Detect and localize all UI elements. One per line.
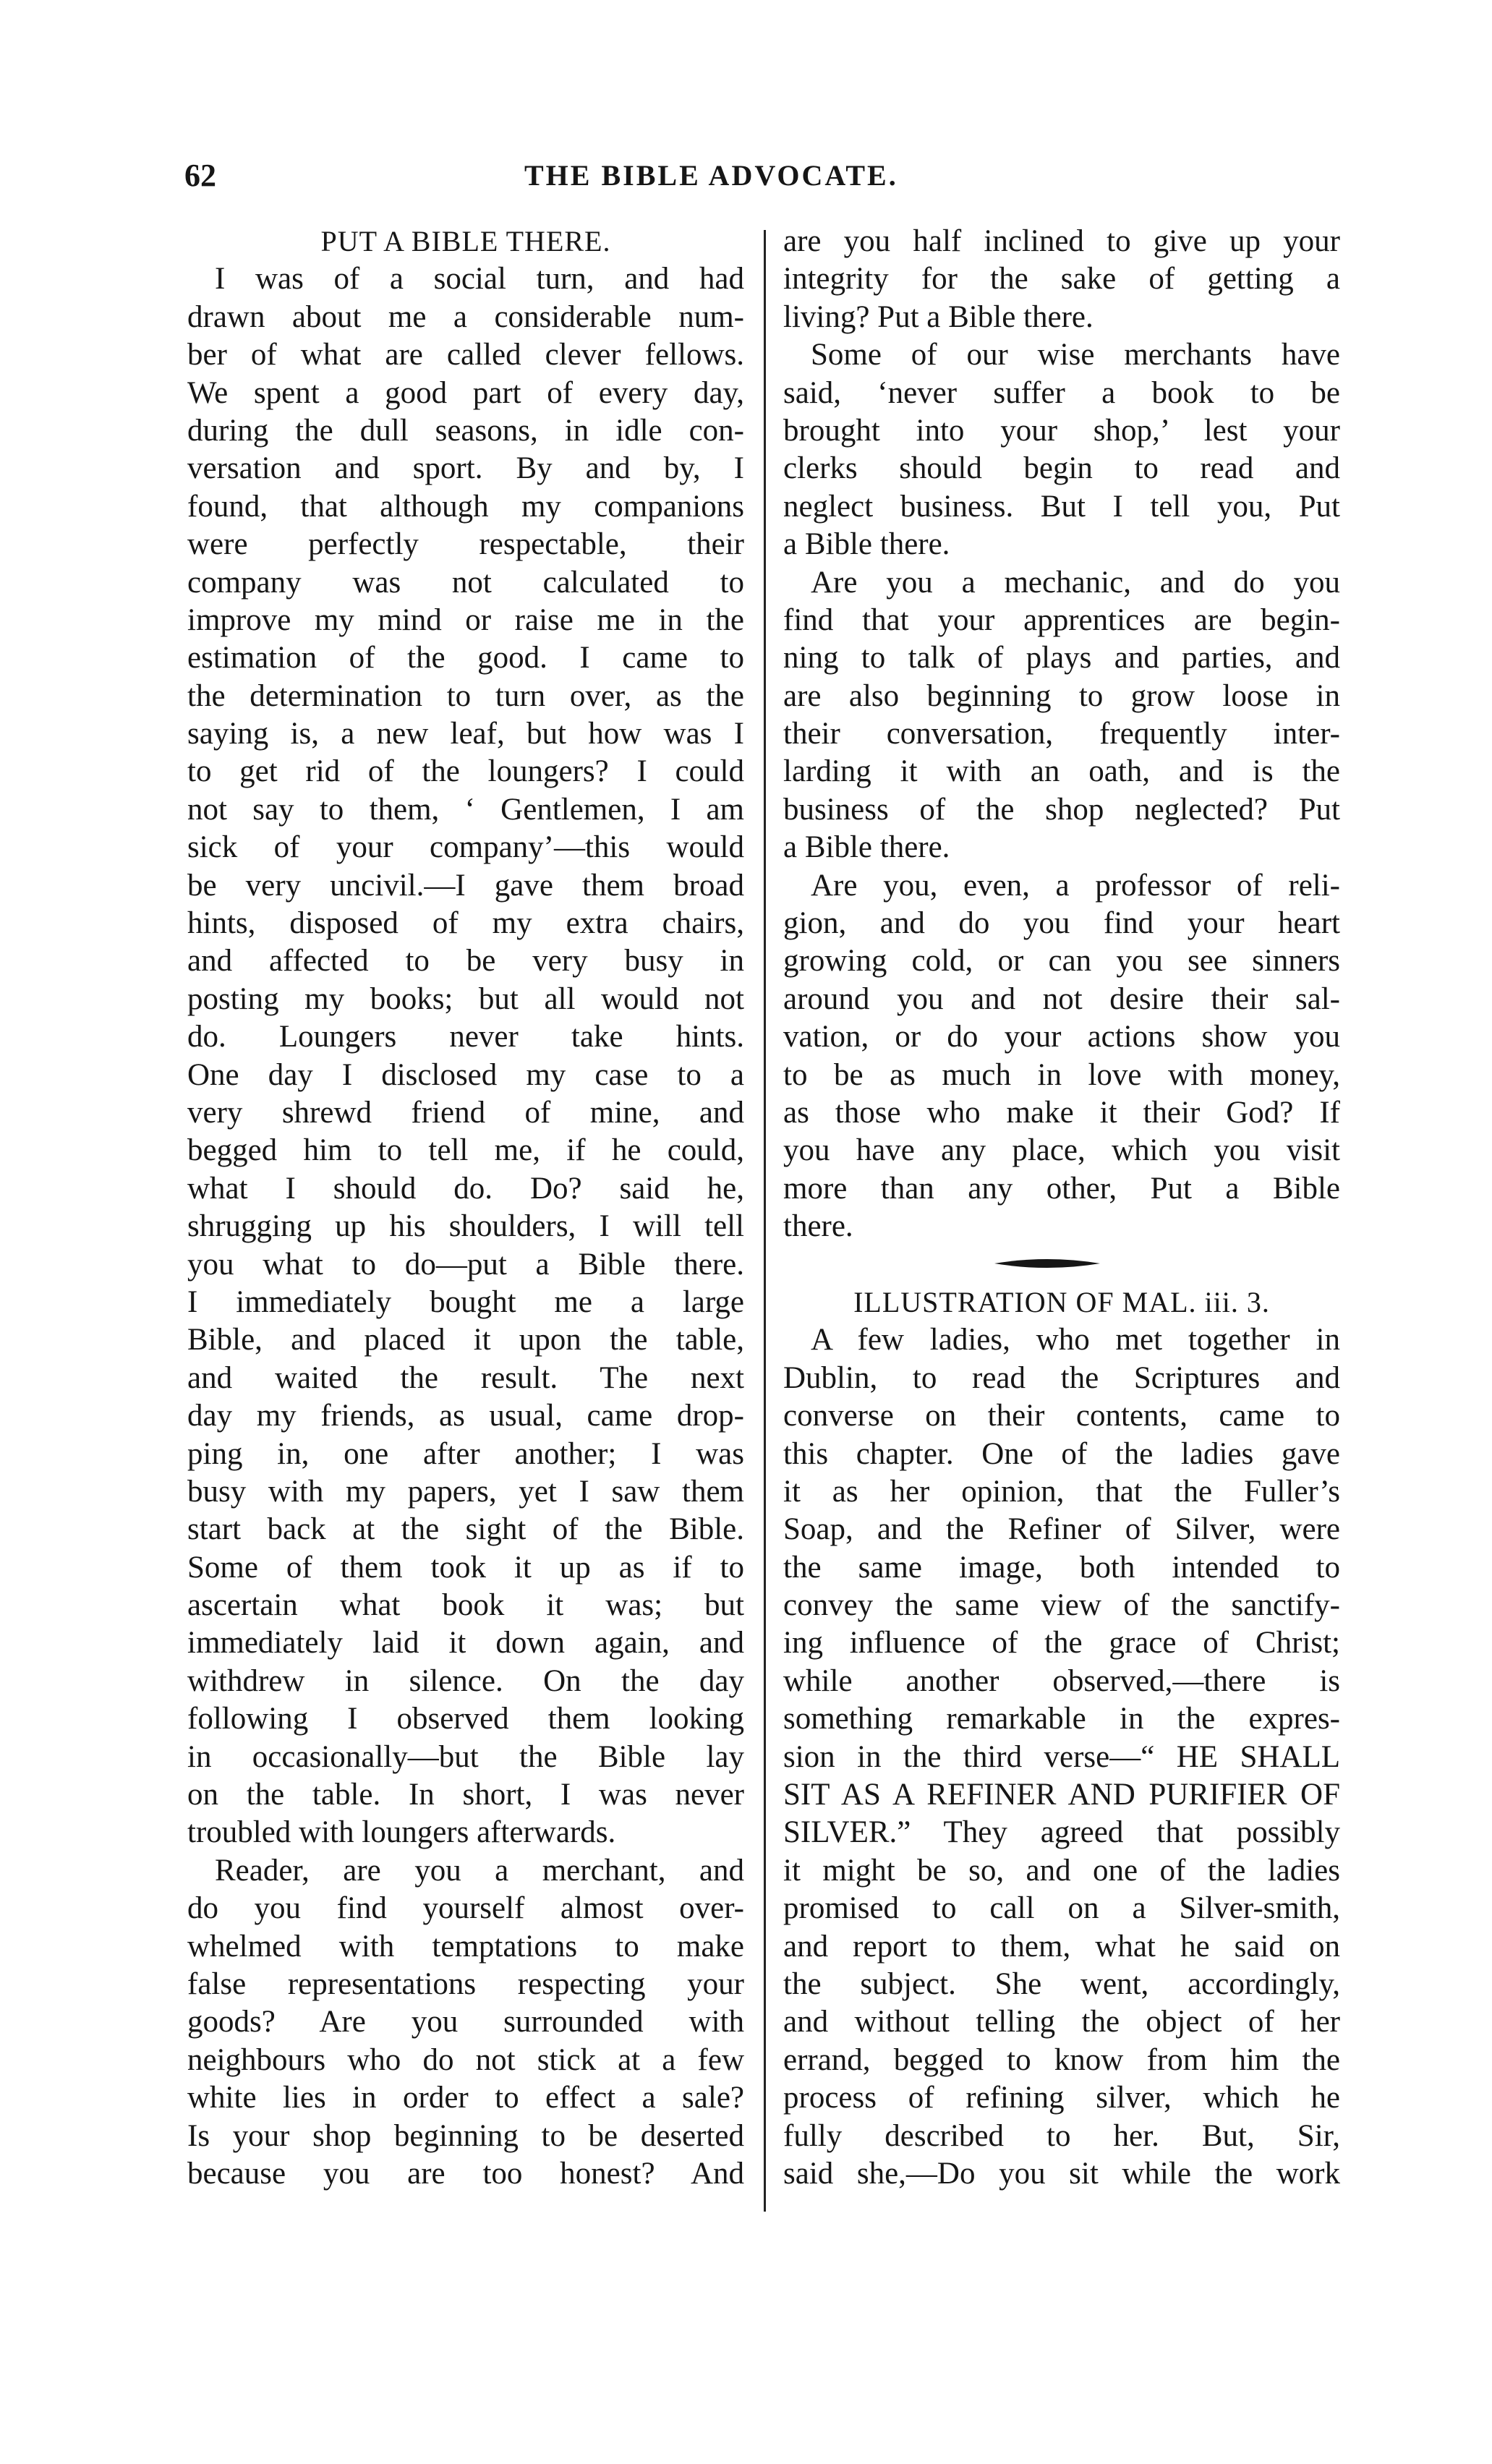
text-line: said she,—Do you sit while the work <box>783 2156 1340 2191</box>
text-line: were perfectly respectable, their <box>187 527 744 562</box>
text-line: start back at the sight of the Bible. <box>187 1512 744 1547</box>
text-line: larding it with an oath, and is the <box>783 754 1340 789</box>
text-line: because you are too honest? And <box>187 2156 744 2191</box>
text-line: growing cold, or can you see sinners <box>783 944 1340 979</box>
text-line: what I should do. Do? said he, <box>187 1171 744 1206</box>
text-line: begged him to tell me, if he could, <box>187 1133 744 1168</box>
text-line: Is your shop beginning to be deserted <box>187 2118 744 2153</box>
text-line: business of the shop neglected? Put <box>783 792 1340 827</box>
text-line: Bible, and placed it upon the table, <box>187 1323 744 1357</box>
text-line: ber of what are called clever fellows. <box>187 338 744 372</box>
text-line: you what to do—put a Bible there. <box>187 1247 744 1282</box>
left-column <box>187 223 744 2193</box>
section-divider-ornament <box>783 1246 1340 1284</box>
text-line: ing influence of the grace of Christ; <box>783 1626 1340 1661</box>
text-line: sion in the third verse—“ HE SHALL <box>783 1739 1340 1774</box>
text-line: drawn about me a considerable num- <box>187 299 744 334</box>
text-line: I was of a social turn, and had <box>215 262 744 297</box>
text-line: troubled with loungers afterwards. <box>187 1815 616 1850</box>
text-line: the determination to turn over, as the <box>187 678 744 713</box>
text-line: Some of them took it up as if to <box>187 1550 744 1585</box>
column-divider <box>764 230 766 2212</box>
text-line: converse on their contents, came to <box>783 1399 1340 1433</box>
text-line: to get rid of the loungers? I could <box>187 754 744 789</box>
text-line: during the dull seasons, in idle con- <box>187 413 744 448</box>
page-header <box>184 154 1349 197</box>
text-line: and affected to be very busy in <box>187 944 744 979</box>
text-line: vation, or do your actions show you <box>783 1020 1340 1054</box>
text-line: a Bible there. <box>783 527 950 562</box>
text-line: estimation of the good. I came to <box>187 641 744 675</box>
text-line: around you and not desire their sal- <box>783 981 1340 1016</box>
text-line: whelmed with temptations to make <box>187 1929 744 1964</box>
text-line: find that your apprentices are begin- <box>783 602 1340 637</box>
text-line: hints, disposed of my extra chairs, <box>187 906 744 941</box>
text-line: while another observed,—there is <box>783 1663 1340 1698</box>
page-number: 62 <box>184 158 216 193</box>
text-line: SILVER.” They agreed that possibly <box>783 1815 1340 1850</box>
text-line: there. <box>783 1209 853 1244</box>
text-line: following I observed them looking <box>187 1702 744 1736</box>
text-line: not say to them, ‘ Gentlemen, I am <box>187 792 744 827</box>
text-line: clerks should begin to read and <box>783 451 1340 486</box>
text-line: goods? Are you surrounded with <box>187 2005 744 2039</box>
text-line: it might be so, and one of the ladies <box>783 1853 1340 1888</box>
text-line: on the table. In short, I was never <box>187 1778 744 1812</box>
text-line: are also beginning to grow loose in <box>783 678 1340 713</box>
section-title: PUT A BIBLE THERE. <box>320 225 611 257</box>
text-line: do you find yourself almost over- <box>187 1891 744 1926</box>
text-line: living? Put a Bible there. <box>783 299 1094 334</box>
text-line: ping in, one after another; I was <box>187 1436 744 1471</box>
text-line: I immediately bought me a large <box>187 1284 744 1319</box>
text-line: versation and sport. By and by, I <box>187 451 744 486</box>
text-line: busy with my papers, yet I saw them <box>187 1474 744 1509</box>
text-line: are you half inclined to give up your <box>783 224 1340 258</box>
text-line: neighbours who do not stick at a few <box>187 2042 744 2077</box>
text-line: Are you a mechanic, and do you <box>811 565 1340 600</box>
text-line: in occasionally—but the Bible lay <box>187 1739 744 1774</box>
text-line: very shrewd friend of mine, and <box>187 1095 744 1130</box>
text-line: SIT AS A REFINER AND PURIFIER OF <box>783 1778 1340 1812</box>
text-line: shrugging up his shoulders, I will tell <box>187 1209 744 1244</box>
text-line: this chapter. One of the ladies gave <box>783 1436 1340 1471</box>
text-line: One day I disclosed my case to a <box>187 1057 744 1092</box>
text-line: ning to talk of plays and parties, and <box>783 641 1340 675</box>
text-line: be very uncivil.—I gave them broad <box>187 868 744 903</box>
text-line: improve my mind or raise me in the <box>187 602 744 637</box>
text-line: Soap, and the Refiner of Silver, were <box>783 1512 1340 1547</box>
text-line: promised to call on a Silver-smith, <box>783 1891 1340 1926</box>
text-line: fully described to her. But, Sir, <box>783 2118 1340 2153</box>
text-line: brought into your shop,’ lest your <box>783 413 1340 448</box>
text-line: as those who make it their God? If <box>783 1095 1340 1130</box>
text-line: and report to them, what he said on <box>783 1929 1340 1964</box>
text-line: false representations respecting your <box>187 1966 744 2001</box>
text-line: We spent a good part of every day, <box>187 375 744 410</box>
text-line: integrity for the sake of getting a <box>783 262 1340 297</box>
text-line: the subject. She went, accordingly, <box>783 1966 1340 2001</box>
text-line: Are you, even, a professor of reli- <box>811 868 1340 903</box>
text-line: white lies in order to effect a sale? <box>187 2081 744 2115</box>
text-line: convey the same view of the sanctify- <box>783 1588 1340 1623</box>
text-line: process of refining silver, which he <box>783 2081 1340 2115</box>
text-line: sick of your company’—this would <box>187 830 744 865</box>
text-line: you have any place, which you visit <box>783 1133 1340 1168</box>
text-line: to be as much in love with money, <box>783 1057 1340 1092</box>
text-line: it as her opinion, that the Fuller’s <box>783 1474 1340 1509</box>
text-line: more than any other, Put a Bible <box>783 1171 1340 1206</box>
text-line: company was not calculated to <box>187 565 744 600</box>
text-line: and without telling the object of her <box>783 2005 1340 2039</box>
text-line: Some of our wise merchants have <box>811 338 1340 372</box>
text-line: said, ‘never suffer a book to be <box>783 375 1340 410</box>
text-line: gion, and do you find your heart <box>783 906 1340 941</box>
text-line: withdrew in silence. On the day <box>187 1663 744 1698</box>
text-line: Reader, are you a merchant, and <box>215 1853 744 1888</box>
text-line: their conversation, frequently inter- <box>783 717 1340 751</box>
text-line: Dublin, to read the Scriptures and <box>783 1360 1340 1395</box>
text-line: immediately laid it down again, and <box>187 1626 744 1661</box>
text-line: ascertain what book it was; but <box>187 1588 744 1623</box>
text-line: do. Loungers never take hints. <box>187 1020 744 1054</box>
running-title: THE BIBLE ADVOCATE. <box>524 159 898 192</box>
text-line: the same image, both intended to <box>783 1550 1340 1585</box>
text-line: and waited the result. The next <box>187 1360 744 1395</box>
text-line: posting my books; but all would not <box>187 981 744 1016</box>
text-line: found, that although my companions <box>187 489 744 524</box>
text-line: neglect business. But I tell you, Put <box>783 489 1340 524</box>
text-line: day my friends, as usual, came drop- <box>187 1399 744 1433</box>
text-line: saying is, a new leaf, but how was I <box>187 717 744 751</box>
section-title: ILLUSTRATION OF MAL. iii. 3. <box>853 1285 1270 1318</box>
text-line: A few ladies, who met together in <box>811 1323 1340 1357</box>
right-column <box>783 223 1340 2193</box>
text-line: a Bible there. <box>783 830 950 865</box>
text-line: errand, begged to know from him the <box>783 2042 1340 2077</box>
text-line: something remarkable in the expres- <box>783 1702 1340 1736</box>
